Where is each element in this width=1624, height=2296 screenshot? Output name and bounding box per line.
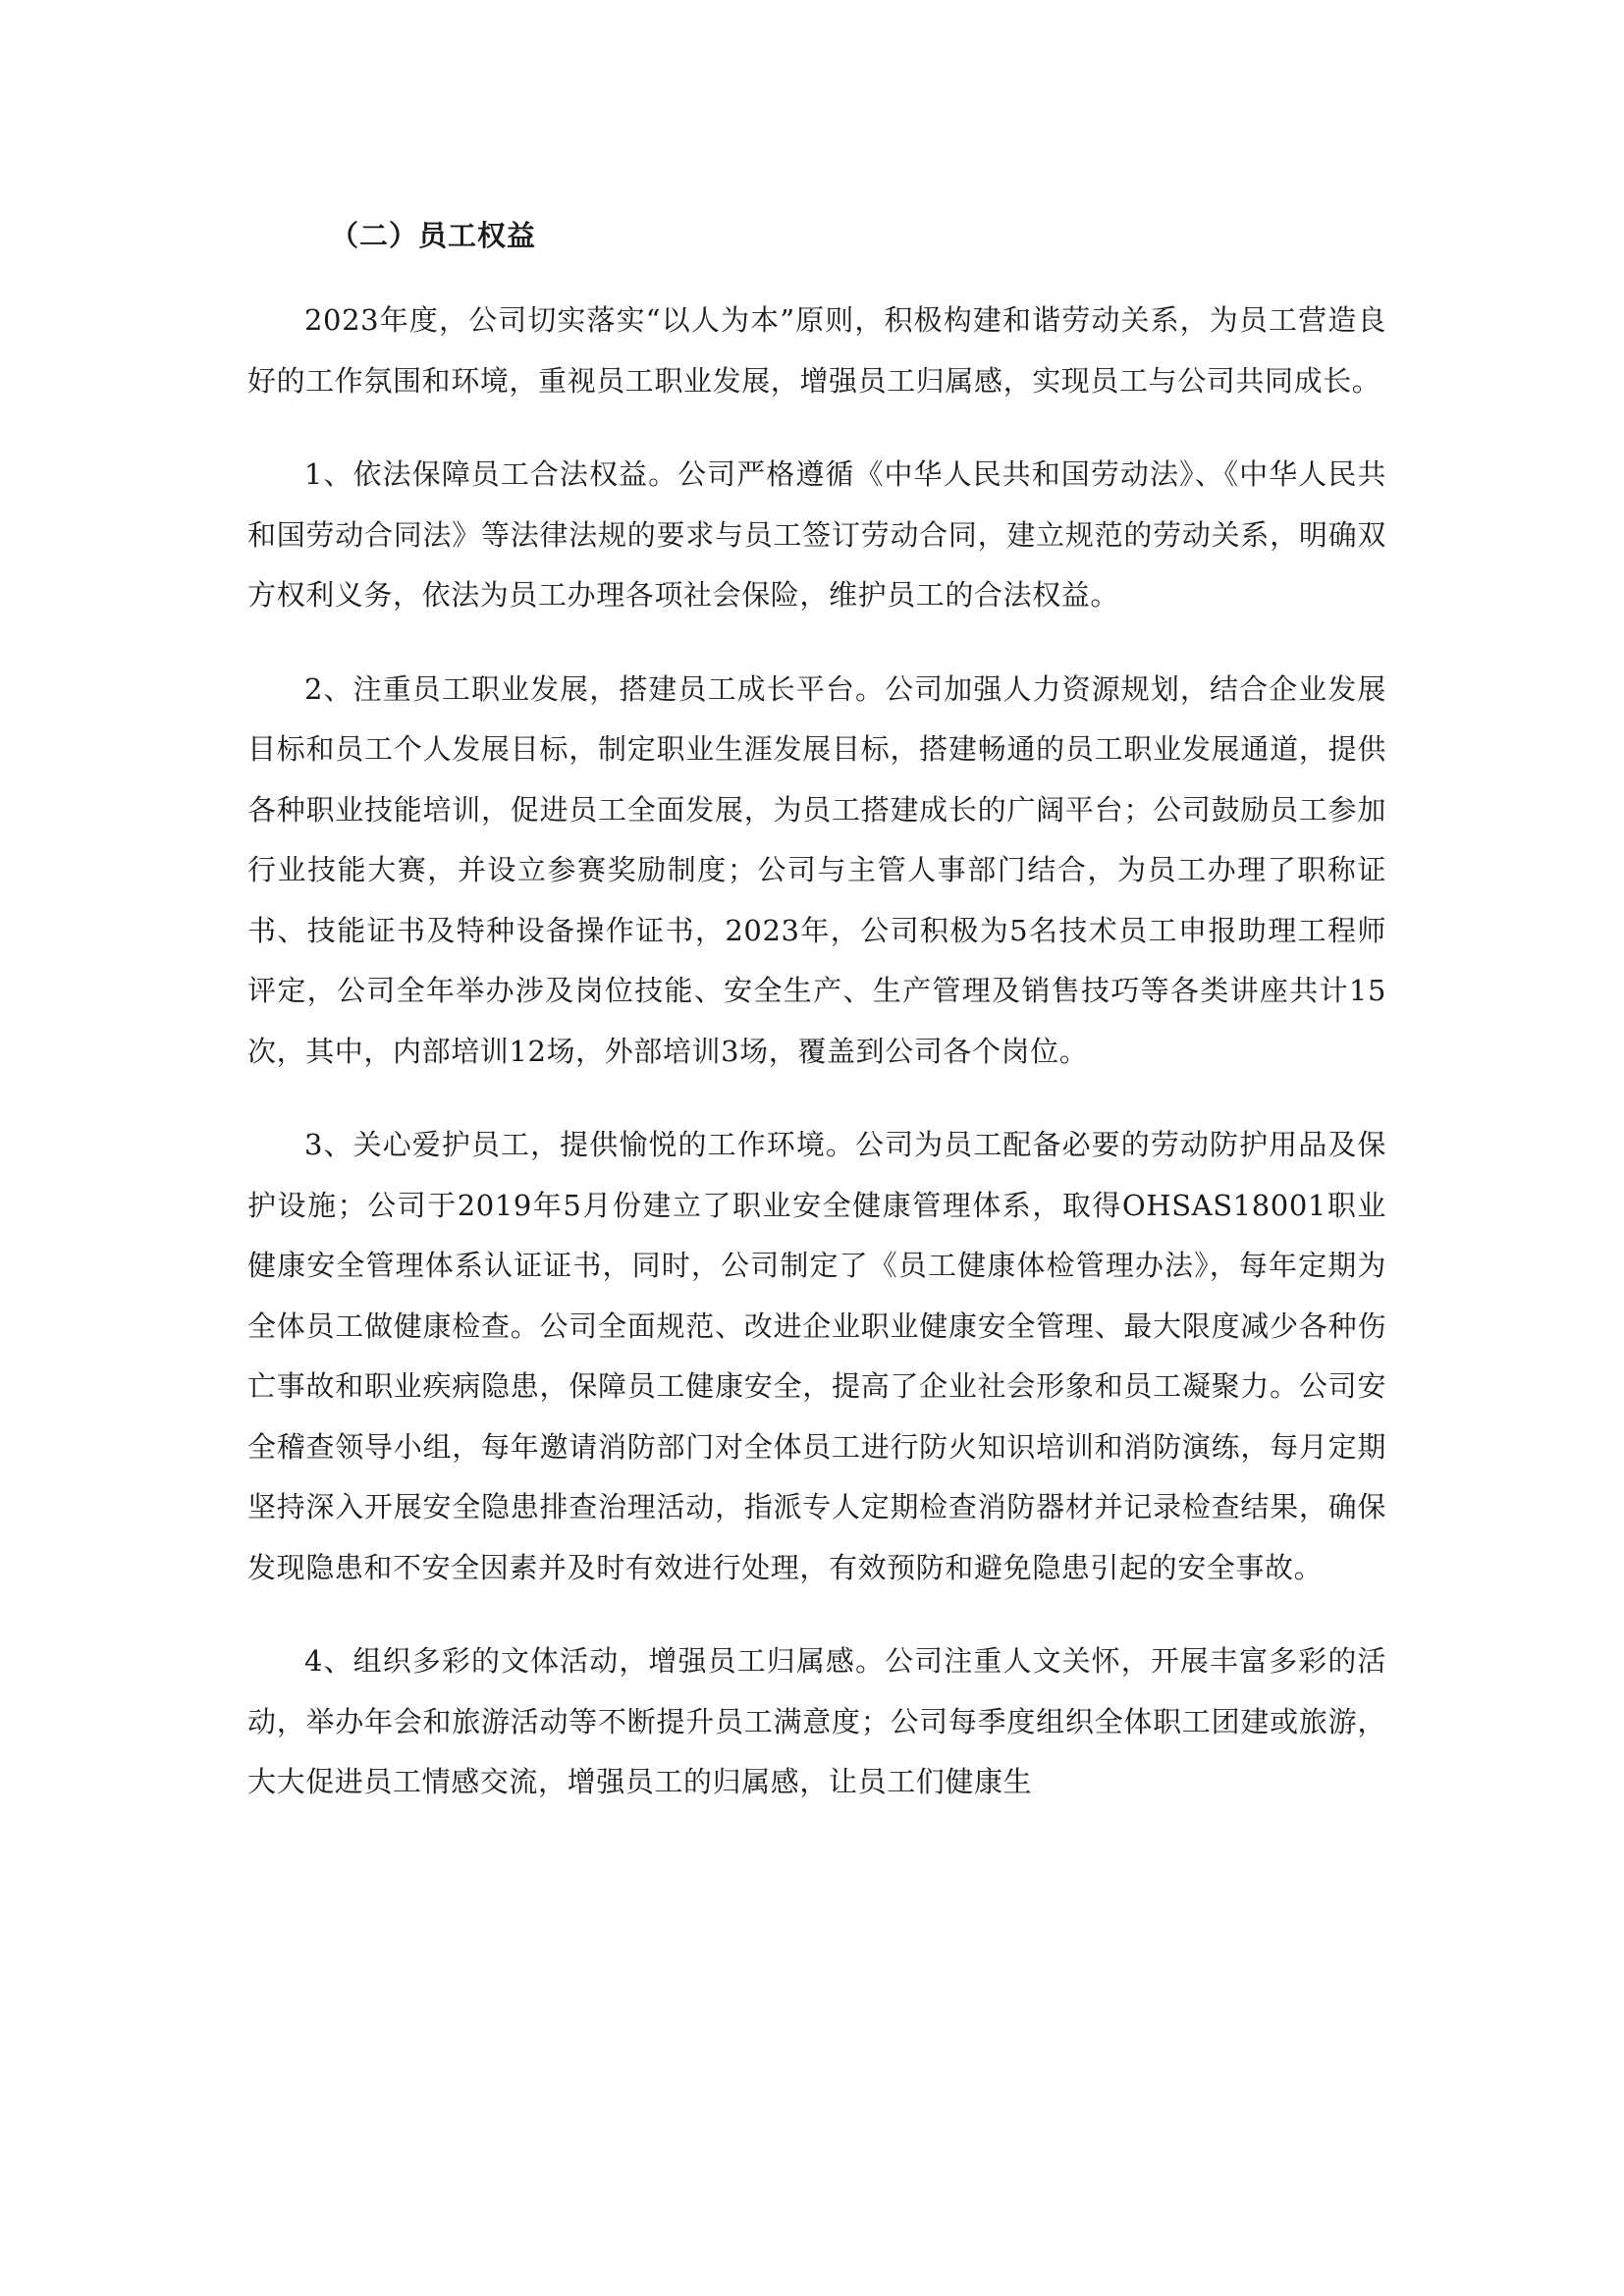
- paragraph-intro: 2023年度，公司切实落实“以人为本”原则，积极构建和谐劳动关系，为员工营造良好的工作氛围和环境，重视员工职业发展，增强员工归属感，实现员工与公司共同成长。: [247, 303, 1386, 398]
- paragraph-work-environment: 3、关心爱护员工，提供愉悦的工作环境。公司为员工配备必要的劳动防护用品及保护设施；公司于2019年5月份建立了职业安全健康管理体系，取得OHSAS18001职业健康安全管理体系认证证书，同时，公司制定了《员工健康体检管理办法》，每年定期为全体员工做健康检查。公司全面规范、改进企业职业健康安全管理、最大限度减少各种伤亡事故和职业疾病隐患，保障员工健康安全，提高了企业社会形象和员工凝聚力。公司安全稽查领导小组，每年邀请消防部门对全体员工进行防火知识培训和消防演练，每月定期坚持深入开展安全隐患排查治理活动，指派专人定期检查消防器材并记录检查结果，确保发现隐患和不安全因素并及时有效进行处理，有效预防和避免隐患引起的安全事故。: [247, 1128, 1386, 1584]
- section-title: （二）员工权益: [330, 219, 537, 252]
- paragraph-legal-rights: 1、依法保障员工合法权益。公司严格遵循《中华人民共和国劳动法》、《中华人民共和国劳动合同法》等法律法规的要求与员工签订劳动合同，建立规范的劳动关系，明确双方权利义务，依法为员工办理各项社会保险，维护员工的合法权益。: [247, 457, 1386, 612]
- paragraph-career-development: 2、注重员工职业发展，搭建员工成长平台。公司加强人力资源规划，结合企业发展目标和员工个人发展目标，制定职业生涯发展目标，搭建畅通的员工职业发展通道，提供各种职业技能培训，促进员工全面发展，为员工搭建成长的广阔平台；公司鼓励员工参加行业技能大赛，并设立参赛奖励制度；公司与主管人事部门结合，为员工办理了职称证书、技能证书及特种设备操作证书，2023年，公司积极为5名技术员工申报助理工程师评定，公司全年举办涉及岗位技能、安全生产、生产管理及销售技巧等各类讲座共计15次，其中，内部培训12场，外部培训3场，覆盖到公司各个岗位。: [247, 671, 1386, 1068]
- paragraph-cultural-activities: 4、组织多彩的文体活动，增强员工归属感。公司注重人文关怀，开展丰富多彩的活动，举办年会和旅游活动等不断提升员工满意度；公司每季度组织全体职工团建或旅游，大大促进员工情感交流，增强员工的归属感，让员工们健康生: [247, 1644, 1386, 1798]
- document-body: [247, 206, 1386, 1846]
